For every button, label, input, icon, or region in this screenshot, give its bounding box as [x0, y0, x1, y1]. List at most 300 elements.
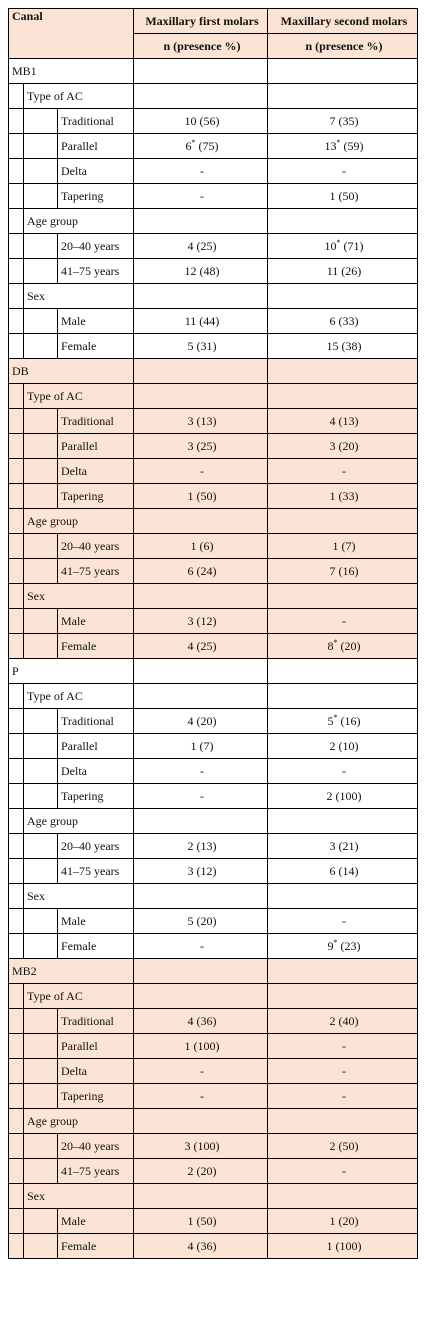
category-row	[9, 209, 418, 234]
value-text: -	[200, 189, 204, 203]
table-row	[9, 609, 418, 634]
indent-cell	[24, 484, 58, 509]
table-row	[9, 1034, 418, 1059]
second-molars-value	[268, 809, 418, 834]
indent-cell	[9, 1034, 24, 1059]
indent-cell	[9, 634, 24, 659]
indent-cell	[9, 584, 24, 609]
second-molars-value	[268, 334, 418, 359]
second-molars-value	[268, 759, 418, 784]
table-row	[9, 784, 418, 809]
indent-cell	[9, 109, 24, 134]
value-text: 5	[327, 714, 334, 728]
second-molars-value	[268, 234, 418, 259]
value-text: 10 (56)	[184, 114, 220, 128]
value-text: 15 (38)	[326, 339, 362, 353]
value-text: 3 (100)	[184, 1139, 220, 1153]
value-text: 2 (100)	[326, 789, 362, 803]
first-molars-value	[134, 659, 268, 684]
value-text: -	[342, 914, 346, 928]
indent-cell	[24, 934, 58, 959]
second-molars-value	[268, 1134, 418, 1159]
indent-cell	[9, 809, 24, 834]
table-row	[9, 634, 418, 659]
value-text: -	[342, 164, 346, 178]
indent-cell	[9, 859, 24, 884]
indent-cell	[24, 409, 58, 434]
second-molars-value	[268, 159, 418, 184]
indent-cell	[24, 534, 58, 559]
value-text: -	[342, 1039, 346, 1053]
indent-cell	[9, 459, 24, 484]
value-text: 1 (50)	[187, 1214, 217, 1228]
indent-cell	[9, 284, 24, 309]
first-molars-value	[134, 984, 268, 1009]
value-text: -	[342, 614, 346, 628]
second-molars-value	[268, 834, 418, 859]
second-molars-value	[268, 859, 418, 884]
value-text: 9	[327, 939, 334, 953]
second-molars-value	[268, 1009, 418, 1034]
first-molars-value	[134, 759, 268, 784]
row-label: Parallel	[58, 734, 134, 759]
canal-header: Canal	[9, 9, 134, 59]
value-text: 7 (35)	[329, 114, 359, 128]
indent-cell	[9, 1184, 24, 1209]
second-molars-value	[268, 284, 418, 309]
value-text: 1 (50)	[187, 489, 217, 503]
second-molars-value	[268, 634, 418, 659]
indent-cell	[9, 1134, 24, 1159]
row-label: Male	[58, 1209, 134, 1234]
canal-label: MB1	[9, 59, 134, 84]
indent-cell	[24, 259, 58, 284]
indent-cell	[9, 334, 24, 359]
first-molars-value	[134, 359, 268, 384]
indent-cell	[9, 234, 24, 259]
second-molars-value	[268, 1084, 418, 1109]
row-label: 20–40 years	[58, 234, 134, 259]
table-row	[9, 1234, 418, 1259]
first-molars-value	[134, 209, 268, 234]
table-row	[9, 734, 418, 759]
row-label: Traditional	[58, 709, 134, 734]
second-molars-value	[268, 934, 418, 959]
value-text: 1 (33)	[329, 489, 359, 503]
canal-label: MB2	[9, 959, 134, 984]
value-text: 13	[324, 139, 337, 153]
value-text: 4 (13)	[329, 414, 359, 428]
category-row	[9, 684, 418, 709]
indent-cell	[24, 1234, 58, 1259]
col-first-molars-subheader: n (presence %)	[134, 34, 268, 59]
category-label: Age group	[24, 209, 134, 234]
first-molars-value	[134, 184, 268, 209]
first-molars-value	[134, 859, 268, 884]
second-molars-value	[268, 309, 418, 334]
indent-cell	[9, 1209, 24, 1234]
value-text: 8	[327, 639, 334, 653]
category-row	[9, 1109, 418, 1134]
table-row	[9, 1059, 418, 1084]
table-row	[9, 259, 418, 284]
indent-cell	[24, 1209, 58, 1234]
indent-cell	[9, 509, 24, 534]
first-molars-value	[134, 334, 268, 359]
category-label: Age group	[24, 509, 134, 534]
category-label: Sex	[24, 284, 134, 309]
category-row	[9, 284, 418, 309]
indent-cell	[9, 309, 24, 334]
value-text: 3 (21)	[329, 839, 359, 853]
value-text: 5 (31)	[187, 339, 217, 353]
indent-cell	[24, 609, 58, 634]
category-row	[9, 384, 418, 409]
first-molars-value	[134, 684, 268, 709]
row-label: Parallel	[58, 434, 134, 459]
canal-prevalence-table	[8, 8, 418, 1259]
table-row	[9, 309, 418, 334]
value-text: 4 (20)	[187, 714, 217, 728]
first-molars-value	[134, 484, 268, 509]
row-label: Delta	[58, 759, 134, 784]
second-molars-value	[268, 484, 418, 509]
table-row	[9, 859, 418, 884]
row-label: Tapering	[58, 784, 134, 809]
indent-cell	[9, 434, 24, 459]
value-text: 4 (36)	[187, 1014, 217, 1028]
row-label: 20–40 years	[58, 1134, 134, 1159]
first-molars-value	[134, 1009, 268, 1034]
first-molars-value	[134, 909, 268, 934]
indent-cell	[9, 1084, 24, 1109]
indent-cell	[24, 759, 58, 784]
indent-cell	[24, 634, 58, 659]
value-text: -	[200, 164, 204, 178]
first-molars-value	[134, 1109, 268, 1134]
table-row	[9, 534, 418, 559]
first-molars-value	[134, 234, 268, 259]
category-row	[9, 1184, 418, 1209]
value-text: 3 (25)	[187, 439, 217, 453]
value-text: 4 (25)	[187, 239, 217, 253]
indent-cell	[9, 684, 24, 709]
first-molars-value	[134, 109, 268, 134]
canal-label: P	[9, 659, 134, 684]
second-molars-value	[268, 609, 418, 634]
category-row	[9, 84, 418, 109]
category-row	[9, 584, 418, 609]
indent-cell	[9, 409, 24, 434]
first-molars-value	[134, 509, 268, 534]
significance-marker: *	[333, 938, 338, 947]
table-body	[9, 9, 418, 1259]
second-molars-value	[268, 134, 418, 159]
indent-cell	[9, 1059, 24, 1084]
category-label: Sex	[24, 884, 134, 909]
table-row	[9, 184, 418, 209]
row-label: Female	[58, 634, 134, 659]
category-row	[9, 809, 418, 834]
header-row	[9, 9, 418, 34]
first-molars-value	[134, 284, 268, 309]
value-percent: (16)	[337, 714, 361, 728]
indent-cell	[9, 1234, 24, 1259]
second-molars-value	[268, 1234, 418, 1259]
first-molars-value	[134, 1134, 268, 1159]
table-row	[9, 409, 418, 434]
first-molars-value	[134, 634, 268, 659]
indent-cell	[24, 334, 58, 359]
first-molars-value	[134, 584, 268, 609]
row-label: Male	[58, 909, 134, 934]
table-row	[9, 934, 418, 959]
first-molars-value	[134, 259, 268, 284]
first-molars-value	[134, 1084, 268, 1109]
category-label: Sex	[24, 1184, 134, 1209]
canal-group-row	[9, 359, 418, 384]
indent-cell	[24, 159, 58, 184]
first-molars-value	[134, 884, 268, 909]
first-molars-value	[134, 934, 268, 959]
first-molars-value	[134, 709, 268, 734]
row-label: Delta	[58, 1059, 134, 1084]
second-molars-value	[268, 1209, 418, 1234]
indent-cell	[24, 459, 58, 484]
value-text: -	[200, 939, 204, 953]
category-label: Age group	[24, 1109, 134, 1134]
first-molars-value	[134, 1034, 268, 1059]
value-text: -	[200, 464, 204, 478]
indent-cell	[9, 84, 24, 109]
indent-cell	[24, 1059, 58, 1084]
indent-cell	[24, 1134, 58, 1159]
indent-cell	[24, 309, 58, 334]
value-text: 2 (20)	[187, 1164, 217, 1178]
first-molars-value	[134, 1234, 268, 1259]
value-percent: (75)	[195, 139, 219, 153]
category-row	[9, 509, 418, 534]
indent-cell	[24, 834, 58, 859]
first-molars-value	[134, 1159, 268, 1184]
second-molars-value	[268, 559, 418, 584]
value-text: 2 (40)	[329, 1014, 359, 1028]
category-row	[9, 984, 418, 1009]
row-label: Traditional	[58, 109, 134, 134]
first-molars-value	[134, 309, 268, 334]
significance-marker: *	[333, 713, 338, 722]
indent-cell	[9, 159, 24, 184]
indent-cell	[24, 1034, 58, 1059]
value-text: -	[342, 1164, 346, 1178]
second-molars-value	[268, 109, 418, 134]
significance-marker: *	[336, 238, 341, 247]
second-molars-value	[268, 734, 418, 759]
table-row	[9, 559, 418, 584]
second-molars-value	[268, 984, 418, 1009]
table-row	[9, 434, 418, 459]
indent-cell	[9, 884, 24, 909]
first-molars-value	[134, 784, 268, 809]
indent-cell	[24, 134, 58, 159]
indent-cell	[9, 1159, 24, 1184]
row-label: Tapering	[58, 484, 134, 509]
second-molars-value	[268, 459, 418, 484]
indent-cell	[24, 784, 58, 809]
indent-cell	[9, 534, 24, 559]
second-molars-value	[268, 534, 418, 559]
table-row	[9, 1134, 418, 1159]
indent-cell	[9, 1109, 24, 1134]
indent-cell	[24, 1159, 58, 1184]
row-label: 20–40 years	[58, 834, 134, 859]
value-percent: (23)	[337, 939, 361, 953]
table-row	[9, 134, 418, 159]
indent-cell	[9, 734, 24, 759]
first-molars-value	[134, 609, 268, 634]
second-molars-value	[268, 409, 418, 434]
value-text: 1 (7)	[190, 739, 214, 753]
row-label: Parallel	[58, 134, 134, 159]
row-label: Tapering	[58, 1084, 134, 1109]
row-label: Parallel	[58, 1034, 134, 1059]
category-label: Type of AC	[24, 384, 134, 409]
value-text: 1 (100)	[184, 1039, 220, 1053]
table-row	[9, 1084, 418, 1109]
indent-cell	[9, 1009, 24, 1034]
value-text: 3 (20)	[329, 439, 359, 453]
second-molars-value	[268, 784, 418, 809]
category-label: Type of AC	[24, 684, 134, 709]
indent-cell	[24, 559, 58, 584]
indent-cell	[9, 609, 24, 634]
value-text: 3 (13)	[187, 414, 217, 428]
row-label: Tapering	[58, 184, 134, 209]
second-molars-value	[268, 709, 418, 734]
category-label: Type of AC	[24, 84, 134, 109]
indent-cell	[9, 184, 24, 209]
value-text: 12 (48)	[184, 264, 220, 278]
second-molars-value	[268, 1059, 418, 1084]
first-molars-value	[134, 59, 268, 84]
category-label: Type of AC	[24, 984, 134, 1009]
value-text: 1 (20)	[329, 1214, 359, 1228]
second-molars-value	[268, 84, 418, 109]
value-text: 11 (26)	[326, 264, 362, 278]
row-label: Male	[58, 609, 134, 634]
table-row	[9, 484, 418, 509]
indent-cell	[9, 484, 24, 509]
indent-cell	[24, 109, 58, 134]
table-container	[8, 8, 418, 1259]
indent-cell	[24, 434, 58, 459]
first-molars-value	[134, 1059, 268, 1084]
value-text: -	[200, 764, 204, 778]
value-text: 1 (6)	[190, 539, 214, 553]
value-text: -	[342, 1089, 346, 1103]
second-molars-value	[268, 659, 418, 684]
col-second-molars-subheader: n (presence %)	[268, 34, 418, 59]
first-molars-value	[134, 834, 268, 859]
second-molars-value	[268, 359, 418, 384]
first-molars-value	[134, 84, 268, 109]
row-label: Female	[58, 334, 134, 359]
second-molars-value	[268, 434, 418, 459]
row-label: Delta	[58, 459, 134, 484]
value-text: 11 (44)	[184, 314, 220, 328]
significance-marker: *	[336, 138, 341, 147]
value-text: -	[200, 1089, 204, 1103]
indent-cell	[9, 984, 24, 1009]
row-label: Female	[58, 1234, 134, 1259]
category-label: Sex	[24, 584, 134, 609]
second-molars-value	[268, 909, 418, 934]
table-row	[9, 1009, 418, 1034]
table-row	[9, 159, 418, 184]
row-label: 20–40 years	[58, 534, 134, 559]
row-label: 41–75 years	[58, 1159, 134, 1184]
value-text: 1 (50)	[329, 189, 359, 203]
second-molars-value	[268, 259, 418, 284]
row-label: Delta	[58, 159, 134, 184]
indent-cell	[9, 909, 24, 934]
first-molars-value	[134, 384, 268, 409]
indent-cell	[9, 784, 24, 809]
first-molars-value	[134, 434, 268, 459]
table-row	[9, 1209, 418, 1234]
category-label: Age group	[24, 809, 134, 834]
table-row	[9, 709, 418, 734]
first-molars-value	[134, 409, 268, 434]
row-label: Female	[58, 934, 134, 959]
value-text: -	[342, 764, 346, 778]
indent-cell	[24, 709, 58, 734]
indent-cell	[9, 384, 24, 409]
first-molars-value	[134, 534, 268, 559]
table-row	[9, 909, 418, 934]
value-percent: (59)	[340, 139, 364, 153]
first-molars-value	[134, 459, 268, 484]
table-row	[9, 834, 418, 859]
value-text: 3 (12)	[187, 864, 217, 878]
indent-cell	[9, 134, 24, 159]
indent-cell	[9, 934, 24, 959]
second-molars-value	[268, 1184, 418, 1209]
indent-cell	[24, 184, 58, 209]
second-molars-value	[268, 384, 418, 409]
canal-group-row	[9, 59, 418, 84]
second-molars-value	[268, 59, 418, 84]
first-molars-value	[134, 134, 268, 159]
value-text: 1 (7)	[332, 539, 356, 553]
indent-cell	[24, 859, 58, 884]
value-text: 5 (20)	[187, 914, 217, 928]
first-molars-value	[134, 1209, 268, 1234]
row-label: 41–75 years	[58, 259, 134, 284]
indent-cell	[24, 234, 58, 259]
indent-cell	[9, 759, 24, 784]
first-molars-value	[134, 1184, 268, 1209]
indent-cell	[9, 209, 24, 234]
row-label: Traditional	[58, 1009, 134, 1034]
indent-cell	[24, 1009, 58, 1034]
first-molars-value	[134, 809, 268, 834]
second-molars-value	[268, 509, 418, 534]
table-row	[9, 459, 418, 484]
indent-cell	[9, 709, 24, 734]
first-molars-value	[134, 159, 268, 184]
row-label: Male	[58, 309, 134, 334]
